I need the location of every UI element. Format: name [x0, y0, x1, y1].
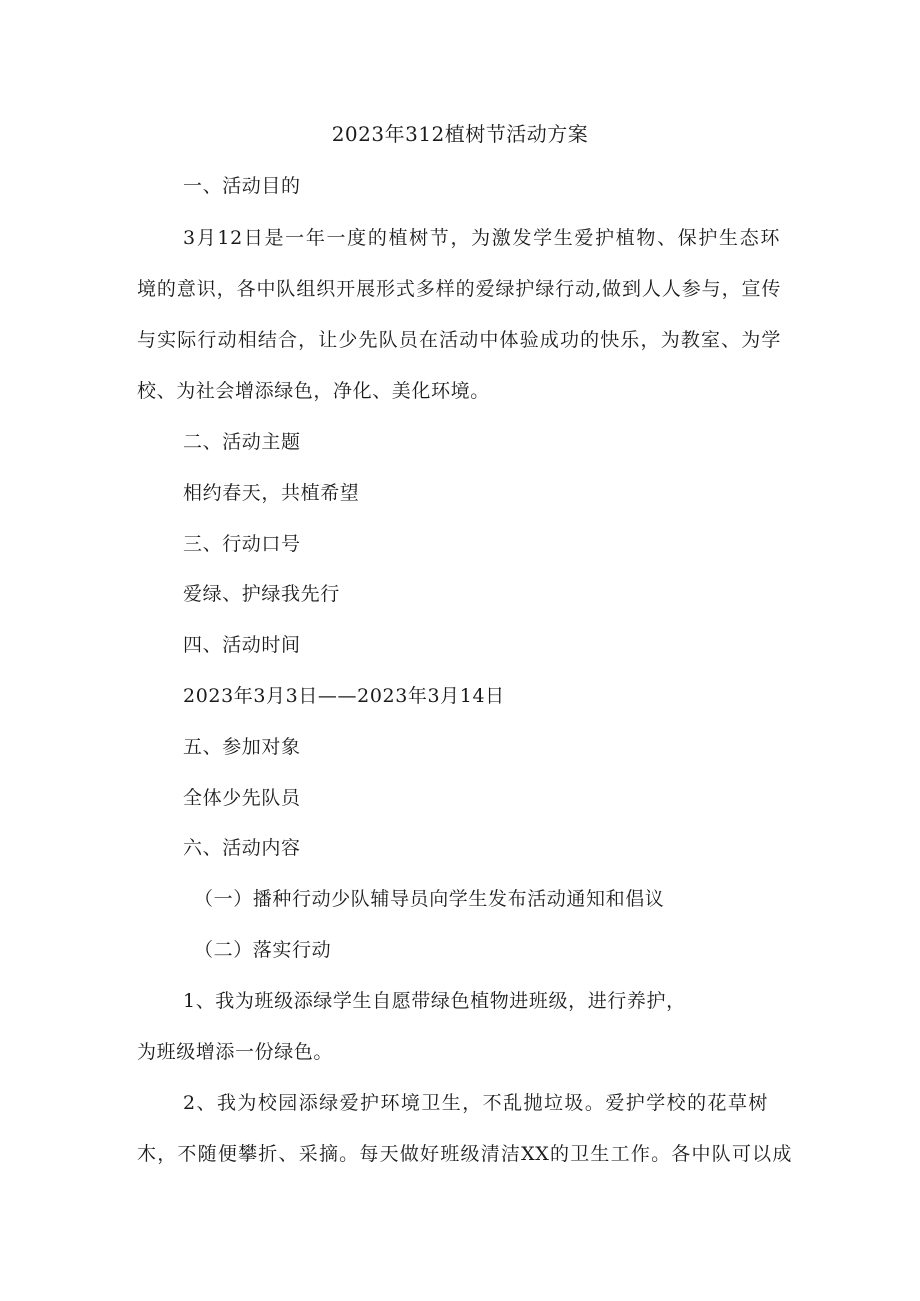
item-line: 2、我为校园添绿爱护环境卫生，不乱抛垃圾。爱护学校的花草树 — [183, 1092, 768, 1114]
section-heading-time: 四、活动时间 — [183, 634, 301, 656]
content-subheading-2: （二）落实行动 — [194, 939, 332, 961]
section-heading-content: 六、活动内容 — [183, 837, 301, 859]
item-line: 为班级增添一份绿色。 — [137, 1041, 334, 1063]
paragraph-line: 与实际行动相结合，让少先队员在活动中体验成功的快乐，为教室、为学 — [137, 329, 781, 351]
paragraph-line: 境的意识，各中队组织开展形式多样的爱绿护绿行动,做到人人参与，宣传 — [137, 278, 781, 300]
item-line: 1、我为班级添绿学生自愿带绿色植物进班级，进行养护， — [183, 990, 686, 1012]
section-heading-theme: 二、活动主题 — [183, 431, 301, 453]
participants-text: 全体少先队员 — [183, 787, 301, 809]
slogan-text: 爱绿、护绿我先行 — [183, 583, 340, 605]
theme-text: 相约春天，共植希望 — [183, 482, 360, 504]
item-line: 木，不随便攀折、采摘。每天做好班级清洁XX的卫生工作。各中队可以成 — [137, 1143, 792, 1165]
content-subheading-1: （一）播种行动少队辅导员向学生发布活动通知和倡议 — [194, 888, 665, 910]
section-heading-participants: 五、参加对象 — [183, 736, 301, 758]
document-title: 2023年312植树节活动方案 — [331, 122, 589, 146]
section-heading-purpose: 一、活动目的 — [183, 175, 301, 197]
paragraph-line: 3月12日是一年一度的植树节，为激发学生爱护植物、保护生态环 — [183, 227, 780, 249]
section-heading-slogan: 三、行动口号 — [183, 533, 301, 555]
paragraph-line: 校、为社会增添绿色，净化、美化环境。 — [137, 380, 490, 402]
time-text: 2023年3月3日——2023年3月14日 — [183, 685, 505, 707]
